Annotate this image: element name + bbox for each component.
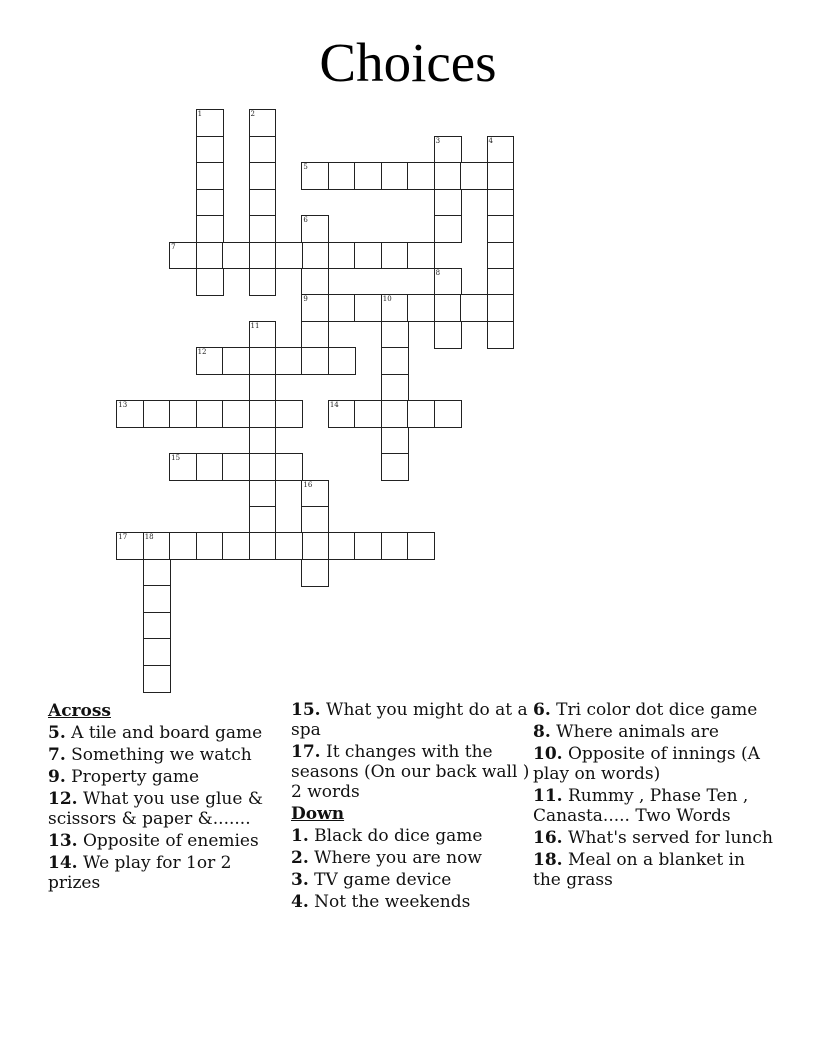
grid-cell[interactable] (249, 400, 277, 428)
clue-down-10: 10. Opposite of innings (A play on words) (533, 744, 760, 784)
grid-cell[interactable] (328, 347, 356, 375)
grid-cell[interactable] (222, 532, 250, 560)
grid-cell[interactable] (249, 109, 277, 137)
grid-cell[interactable] (487, 136, 515, 164)
grid-cell[interactable] (434, 162, 462, 190)
grid-cell[interactable] (222, 347, 250, 375)
clue-number: 17 (118, 533, 128, 542)
clue-number: 16 (303, 480, 313, 489)
grid-cell[interactable] (381, 294, 409, 322)
grid-cell[interactable] (487, 215, 515, 243)
grid-cell[interactable] (487, 321, 515, 349)
grid-cell[interactable] (354, 294, 382, 322)
grid-cell[interactable] (169, 400, 197, 428)
grid-cell[interactable] (275, 400, 303, 428)
grid-cell[interactable] (275, 453, 303, 481)
grid-cell[interactable] (169, 532, 197, 560)
grid-cell[interactable] (460, 294, 488, 322)
grid-cell[interactable] (354, 162, 382, 190)
grid-cell[interactable] (381, 321, 409, 349)
grid-cell[interactable] (381, 427, 409, 455)
grid-cell[interactable] (328, 242, 356, 270)
clue-number: 7 (171, 242, 176, 251)
grid-cell[interactable] (143, 585, 171, 613)
grid-cell[interactable] (407, 242, 435, 270)
clues-column-1 (48, 700, 283, 895)
grid-cell[interactable] (434, 136, 462, 164)
grid-cell[interactable] (407, 294, 435, 322)
clue-number: 14 (329, 401, 339, 410)
clue-number: 3 (435, 136, 441, 145)
grid-cell[interactable] (169, 453, 197, 481)
grid-cell[interactable] (434, 321, 462, 349)
grid-cell[interactable] (407, 532, 435, 560)
clue-across-9: 9. Property game (48, 767, 200, 787)
grid-cell[interactable] (249, 242, 277, 270)
grid-cell[interactable] (381, 453, 409, 481)
clue-number: 8 (435, 268, 441, 277)
grid-cell[interactable] (143, 532, 171, 560)
grid-cell[interactable] (116, 532, 144, 560)
clue-number: 1 (197, 110, 203, 119)
grid-cell[interactable] (301, 242, 329, 270)
across-heading: Across (48, 701, 111, 721)
grid-cell[interactable] (222, 453, 250, 481)
grid-cell[interactable] (196, 189, 224, 217)
clue-down-8: 8. Where animals are (533, 722, 719, 742)
grid-cell[interactable] (301, 480, 329, 508)
grid-cell[interactable] (328, 162, 356, 190)
clue-across-5: 5. A tile and board game (48, 723, 263, 743)
grid-cell[interactable] (434, 294, 462, 322)
grid-cell[interactable] (487, 162, 515, 190)
clue-number: 2 (250, 110, 255, 119)
grid-cell[interactable] (222, 242, 250, 270)
grid-cell[interactable] (196, 453, 224, 481)
grid-cell[interactable] (487, 268, 515, 296)
puzzle-title: Choices (319, 32, 497, 93)
grid-cell[interactable] (249, 189, 277, 217)
clue-across-15: 15. What you might do at a spa (291, 700, 528, 740)
grid-cell[interactable] (407, 162, 435, 190)
clue-down-1: 1. Black do dice game (291, 826, 483, 846)
grid-cell[interactable] (407, 400, 435, 428)
clue-across-7: 7. Something we watch (48, 745, 252, 765)
grid-cell[interactable] (249, 347, 277, 375)
grid-cell[interactable] (328, 400, 356, 428)
grid-cell[interactable] (143, 612, 171, 640)
clues-column-3 (533, 700, 773, 892)
clue-down-16: 16. What's served for lunch (533, 828, 773, 848)
grid-cell[interactable] (381, 374, 409, 402)
clue-number: 9 (303, 295, 308, 304)
clue-down-6: 6. Tri color dot dice game (533, 700, 758, 720)
grid-cell[interactable] (354, 242, 382, 270)
grid-cell[interactable] (196, 400, 224, 428)
grid-cell[interactable] (381, 347, 409, 375)
clue-down-11: 11. Rummy , Phase Ten , Canasta..... Two Words (533, 786, 749, 826)
grid-cell[interactable] (196, 136, 224, 164)
grid-cell[interactable] (196, 162, 224, 190)
grid-cell[interactable] (354, 400, 382, 428)
grid-cell[interactable] (249, 162, 277, 190)
grid-cell[interactable] (249, 321, 277, 349)
grid-cell[interactable] (249, 268, 277, 296)
grid-cell[interactable] (116, 400, 144, 428)
grid-cell[interactable] (143, 559, 171, 587)
grid-cell[interactable] (249, 427, 277, 455)
clue-number: 15 (171, 454, 181, 463)
grid-cell[interactable] (381, 532, 409, 560)
clue-down-18: 18. Meal on a blanket in the grass (533, 850, 745, 890)
grid-cell[interactable] (196, 268, 224, 296)
grid-cell[interactable] (328, 294, 356, 322)
grid-cell[interactable] (249, 374, 277, 402)
clue-down-4: 4. Not the weekends (291, 892, 471, 912)
grid-cell[interactable] (196, 242, 224, 270)
grid-cell[interactable] (301, 506, 329, 534)
grid-cell[interactable] (275, 242, 303, 270)
grid-cell[interactable] (301, 559, 329, 587)
clue-number: 11 (250, 321, 260, 330)
clue-down-3: 3. TV game device (291, 870, 452, 890)
grid-cell[interactable] (222, 400, 250, 428)
clue-down-2: 2. Where you are now (291, 848, 482, 868)
grid-cell[interactable] (143, 638, 171, 666)
grid-cell[interactable] (301, 215, 329, 243)
down-heading: Down (291, 804, 345, 824)
clue-number: 12 (197, 348, 207, 357)
clue-number: 13 (118, 401, 128, 410)
clues-column-2 (291, 700, 531, 914)
grid-cell[interactable] (487, 189, 515, 217)
grid-cell[interactable] (434, 400, 462, 428)
clue-across-17: 17. It changes with the seasons (On our back wall ) 2 words (291, 742, 530, 802)
grid-cell[interactable] (487, 294, 515, 322)
grid-cell[interactable] (143, 665, 171, 693)
grid-cell[interactable] (249, 506, 277, 534)
grid-cell[interactable] (196, 532, 224, 560)
grid-cell[interactable] (301, 347, 329, 375)
grid-cell[interactable] (249, 453, 277, 481)
grid-cell[interactable] (381, 162, 409, 190)
grid-cell[interactable] (169, 242, 197, 270)
grid-cell[interactable] (487, 242, 515, 270)
grid-cell[interactable] (301, 532, 329, 560)
grid-cell[interactable] (249, 480, 277, 508)
grid-cell[interactable] (249, 532, 277, 560)
grid-cell[interactable] (143, 400, 171, 428)
clue-number: 5 (303, 163, 308, 172)
grid-cell[interactable] (301, 268, 329, 296)
clue-number: 6 (303, 216, 308, 225)
grid-cell[interactable] (301, 162, 329, 190)
grid-cell[interactable] (301, 321, 329, 349)
clue-across-12: 12. What you use glue & scissors & paper &....... (48, 789, 263, 829)
grid-cell[interactable] (275, 347, 303, 375)
grid-cell[interactable] (381, 400, 409, 428)
grid-cell[interactable] (249, 136, 277, 164)
grid-cell[interactable] (196, 347, 224, 375)
grid-cell[interactable] (354, 532, 382, 560)
grid-cell[interactable] (249, 215, 277, 243)
grid-cell[interactable] (301, 294, 329, 322)
grid-cell[interactable] (460, 162, 488, 190)
grid-cell[interactable] (381, 242, 409, 270)
clue-number: 4 (488, 136, 494, 145)
clue-number: 18 (144, 533, 154, 542)
clue-across-14: 14. We play for 1or 2 prizes (48, 853, 232, 893)
grid-cell[interactable] (196, 109, 224, 137)
clue-across-13: 13. Opposite of enemies (48, 831, 259, 851)
grid-cell[interactable] (434, 189, 462, 217)
grid-cell[interactable] (434, 215, 462, 243)
grid-cell[interactable] (434, 268, 462, 296)
grid-cell[interactable] (196, 215, 224, 243)
grid-cell[interactable] (328, 532, 356, 560)
grid-cell[interactable] (275, 532, 303, 560)
clue-number: 10 (382, 295, 392, 304)
